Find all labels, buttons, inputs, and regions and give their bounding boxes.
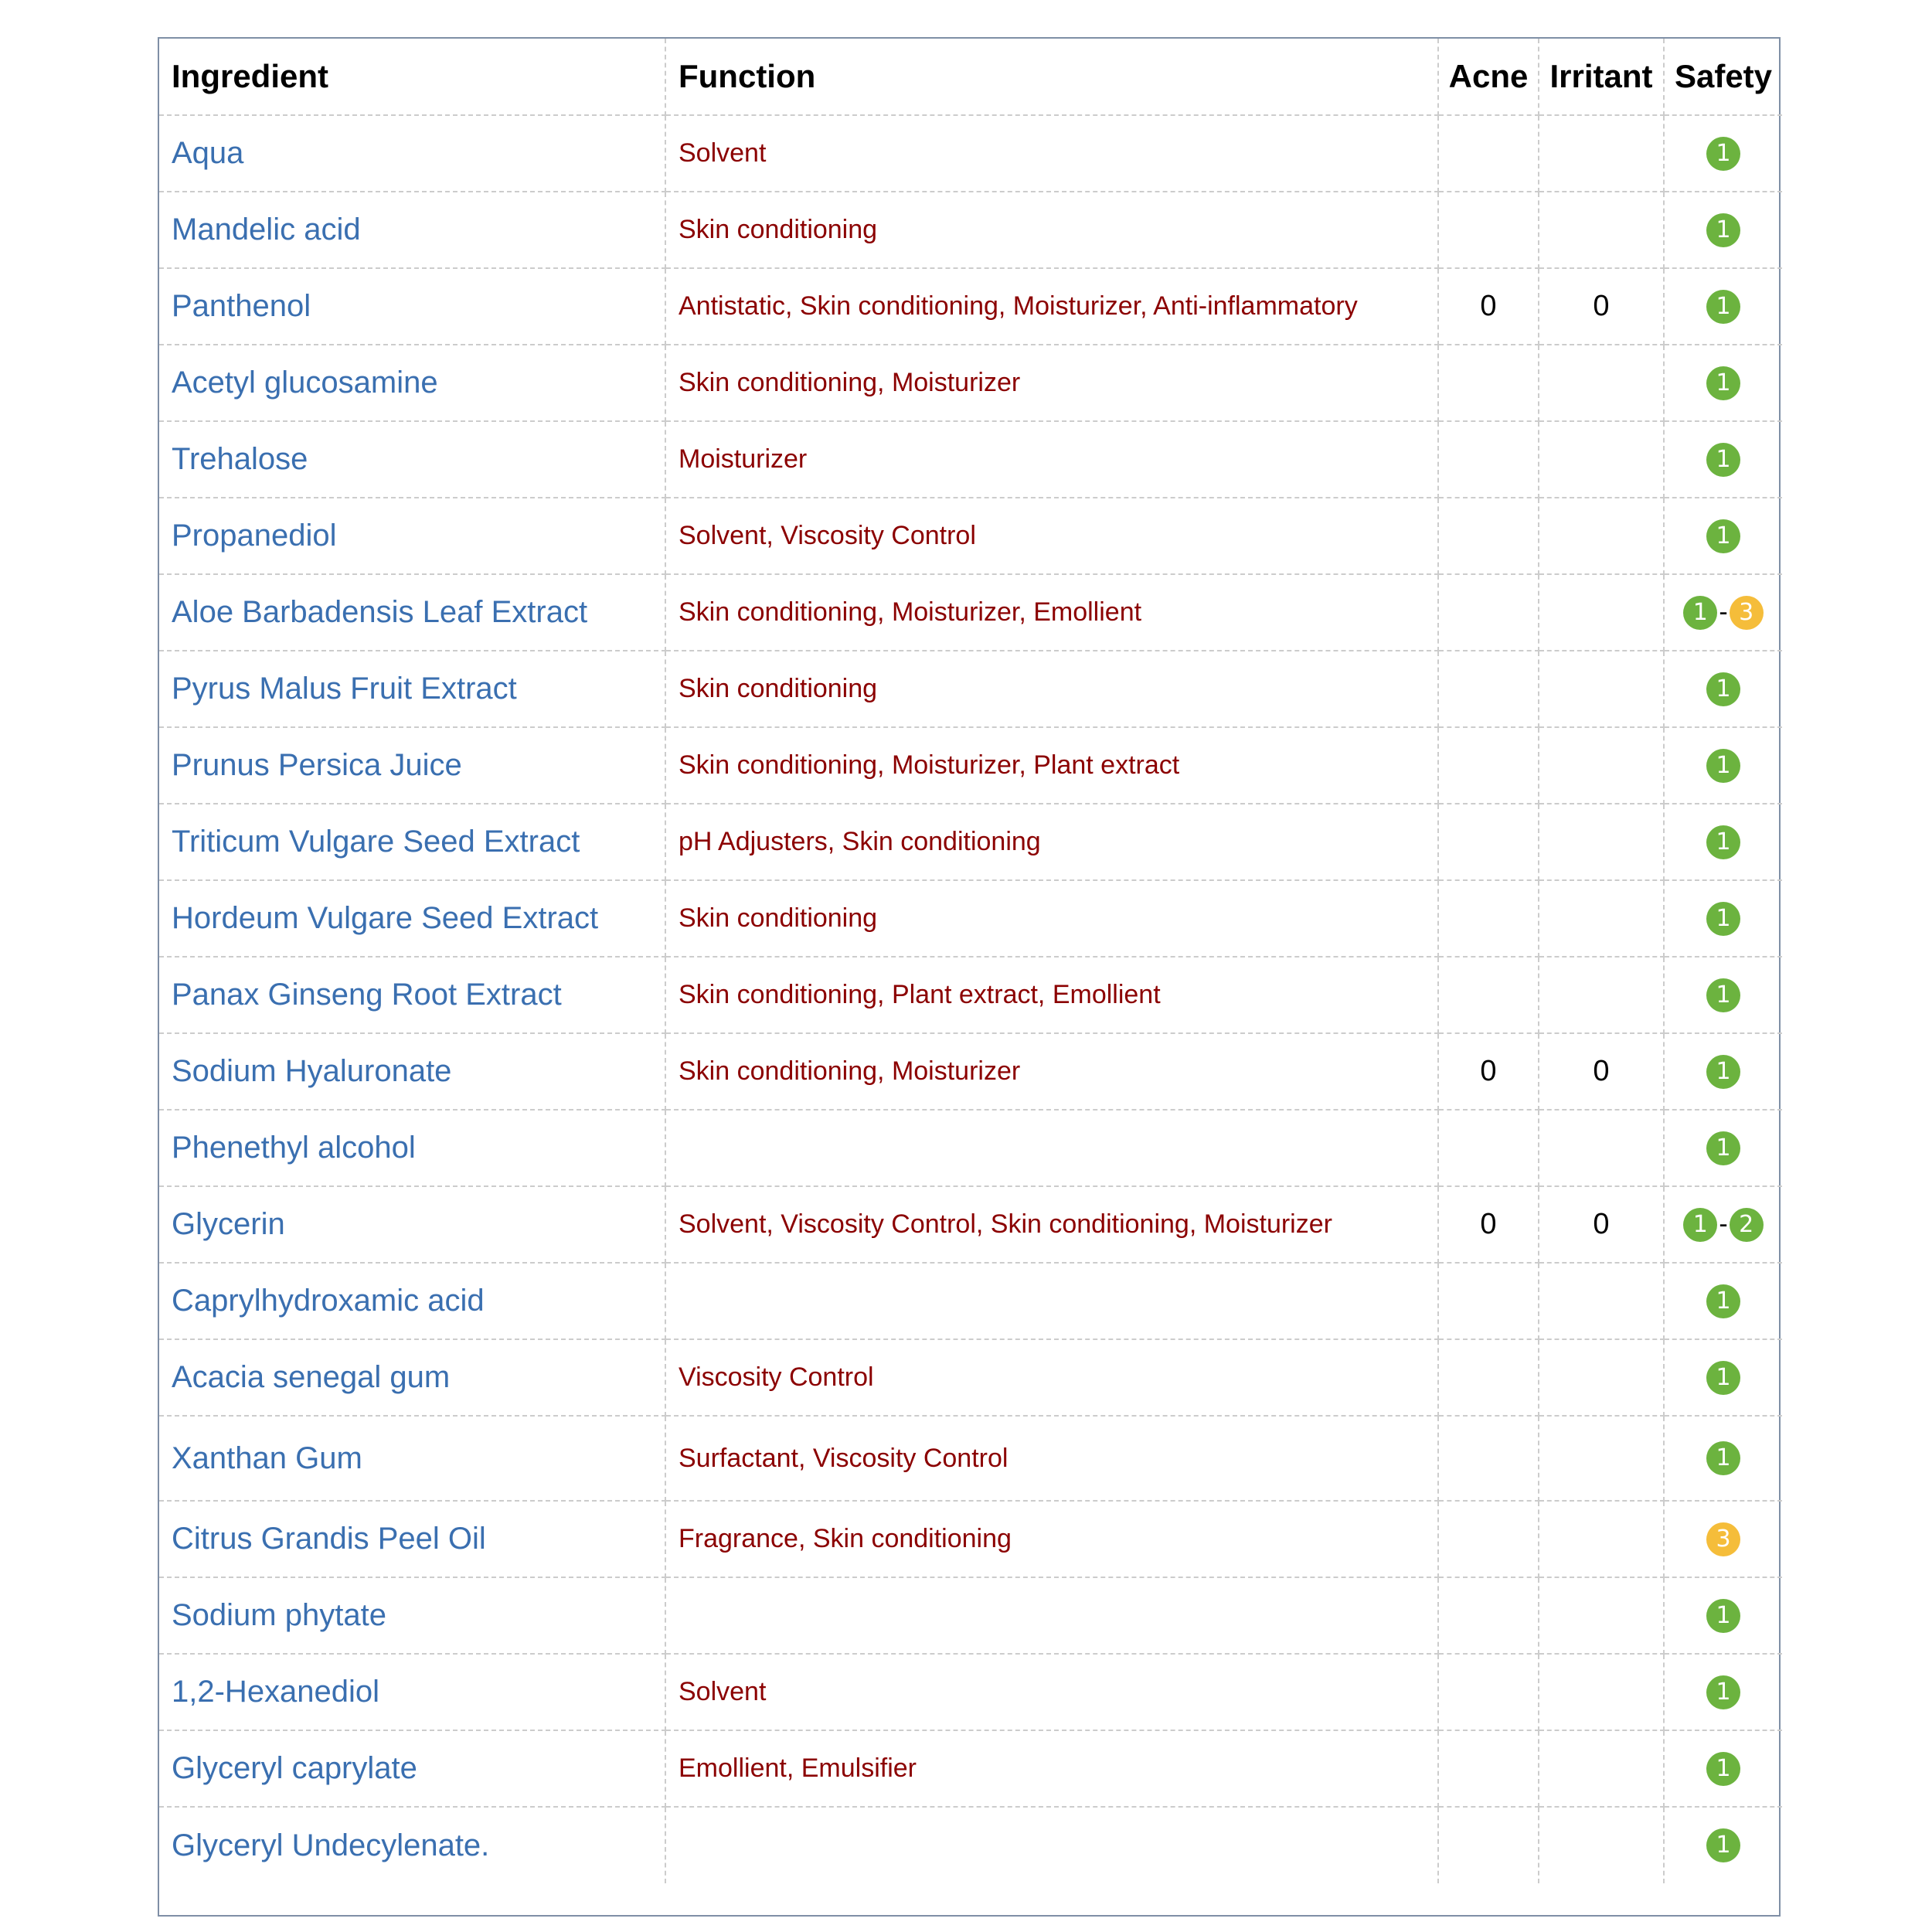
- safety-score-badge: 1: [1706, 1828, 1740, 1862]
- safety-score-badge: 1: [1706, 902, 1740, 936]
- safety-cell: [1664, 651, 1782, 727]
- function-cell: [665, 1110, 1438, 1186]
- safety-cell: [1664, 421, 1782, 498]
- acne-score: 0: [1438, 1033, 1539, 1110]
- acne-score: [1438, 1730, 1539, 1807]
- ingredient-link[interactable]: Citrus Grandis Peel Oil: [159, 1501, 665, 1577]
- irritant-score: [1539, 1807, 1664, 1883]
- table-row: [159, 1339, 1782, 1416]
- irritant-score: [1539, 345, 1664, 421]
- irritant-score: [1539, 421, 1664, 498]
- safety-score-badge: 1: [1706, 1055, 1740, 1089]
- acne-score: [1438, 804, 1539, 880]
- safety-cell: [1664, 1339, 1782, 1416]
- safety-score-badge: 2: [1730, 1208, 1764, 1242]
- table-body: [159, 115, 1782, 1883]
- safety-score-badge: 1: [1706, 1284, 1740, 1318]
- safety-score-badge: 1: [1706, 749, 1740, 783]
- table-row: [159, 115, 1782, 192]
- table-row: [159, 268, 1782, 345]
- irritant-score: [1539, 1730, 1664, 1807]
- table-row: [159, 1110, 1782, 1186]
- safety-score-badge: 1: [1706, 1675, 1740, 1709]
- table-row: [159, 957, 1782, 1033]
- safety-score-badge: 1: [1706, 1131, 1740, 1165]
- table-row: [159, 1654, 1782, 1730]
- ingredient-link[interactable]: Glycerin: [159, 1186, 665, 1263]
- ingredient-link[interactable]: Aqua: [159, 115, 665, 192]
- acne-score: [1438, 498, 1539, 574]
- acne-score: 0: [1438, 268, 1539, 345]
- table-row: [159, 1730, 1782, 1807]
- function-cell: Solvent, Viscosity Control, Skin conditioning, Moisturizer: [665, 1186, 1438, 1263]
- safety-score-badge: 1: [1683, 1208, 1717, 1242]
- ingredient-link[interactable]: Glyceryl caprylate: [159, 1730, 665, 1807]
- safety-cell: [1664, 1730, 1782, 1807]
- header-irritant[interactable]: Irritant: [1539, 39, 1664, 115]
- irritant-score: [1539, 574, 1664, 651]
- irritant-score: [1539, 1110, 1664, 1186]
- table-row: [159, 1416, 1782, 1501]
- safety-cell: [1664, 1186, 1782, 1263]
- function-cell: [665, 1807, 1438, 1883]
- irritant-score: [1539, 804, 1664, 880]
- safety-cell: [1664, 498, 1782, 574]
- ingredient-link[interactable]: Pyrus Malus Fruit Extract: [159, 651, 665, 727]
- table-row: [159, 880, 1782, 957]
- irritant-score: 0: [1539, 1033, 1664, 1110]
- irritant-score: [1539, 651, 1664, 727]
- table-row: [159, 804, 1782, 880]
- safety-cell: [1664, 804, 1782, 880]
- table-row: [159, 421, 1782, 498]
- ingredient-link[interactable]: Caprylhydroxamic acid: [159, 1263, 665, 1339]
- safety-cell: [1664, 574, 1782, 651]
- function-cell: [665, 1577, 1438, 1654]
- acne-score: [1438, 1577, 1539, 1654]
- irritant-score: [1539, 880, 1664, 957]
- function-cell: Skin conditioning, Moisturizer: [665, 345, 1438, 421]
- function-cell: Skin conditioning: [665, 651, 1438, 727]
- function-cell: Moisturizer: [665, 421, 1438, 498]
- safety-score-badge: 1: [1706, 137, 1740, 171]
- irritant-score: [1539, 957, 1664, 1033]
- irritant-score: [1539, 1654, 1664, 1730]
- acne-score: [1438, 192, 1539, 268]
- safety-score-badge: 1: [1706, 825, 1740, 859]
- ingredients-table: [159, 39, 1782, 1883]
- table-header-row: [159, 39, 1782, 115]
- table-row: [159, 1807, 1782, 1883]
- safety-cell: [1664, 1416, 1782, 1501]
- irritant-score: [1539, 1416, 1664, 1501]
- table-row: [159, 1577, 1782, 1654]
- acne-score: 0: [1438, 1186, 1539, 1263]
- safety-cell: [1664, 1577, 1782, 1654]
- ingredient-link[interactable]: Panax Ginseng Root Extract: [159, 957, 665, 1033]
- acne-score: [1438, 1807, 1539, 1883]
- function-cell: Emollient, Emulsifier: [665, 1730, 1438, 1807]
- ingredient-link[interactable]: Phenethyl alcohol: [159, 1110, 665, 1186]
- acne-score: [1438, 1110, 1539, 1186]
- table-row: [159, 192, 1782, 268]
- safety-score-badge: 1: [1706, 1752, 1740, 1786]
- irritant-score: [1539, 1263, 1664, 1339]
- ingredient-link[interactable]: Propanediol: [159, 498, 665, 574]
- table-row: [159, 1263, 1782, 1339]
- irritant-score: 0: [1539, 268, 1664, 345]
- safety-score-badge: 1: [1706, 978, 1740, 1012]
- function-cell: Fragrance, Skin conditioning: [665, 1501, 1438, 1577]
- ingredient-link[interactable]: Prunus Persica Juice: [159, 727, 665, 804]
- function-cell: pH Adjusters, Skin conditioning: [665, 804, 1438, 880]
- table-row: [159, 345, 1782, 421]
- function-cell: [665, 1263, 1438, 1339]
- irritant-score: [1539, 498, 1664, 574]
- safety-cell: [1664, 727, 1782, 804]
- safety-cell: [1664, 1501, 1782, 1577]
- acne-score: [1438, 1263, 1539, 1339]
- ingredient-link[interactable]: Mandelic acid: [159, 192, 665, 268]
- ingredient-link[interactable]: Glyceryl Undecylenate.: [159, 1807, 665, 1883]
- safety-score-badge: 1: [1706, 366, 1740, 400]
- safety-score-badge: 1: [1706, 290, 1740, 324]
- function-cell: Surfactant, Viscosity Control: [665, 1416, 1438, 1501]
- safety-score-badge: 3: [1730, 596, 1764, 630]
- function-cell: Solvent, Viscosity Control: [665, 498, 1438, 574]
- safety-score-badge: 1: [1683, 596, 1717, 630]
- safety-score-badge: 1: [1706, 672, 1740, 706]
- function-cell: Viscosity Control: [665, 1339, 1438, 1416]
- function-cell: Solvent: [665, 1654, 1438, 1730]
- ingredient-link[interactable]: Triticum Vulgare Seed Extract: [159, 804, 665, 880]
- table-row: [159, 1186, 1782, 1263]
- safety-score-badge: 1: [1706, 519, 1740, 553]
- ingredient-link[interactable]: Trehalose: [159, 421, 665, 498]
- safety-score-badge: 3: [1706, 1522, 1740, 1556]
- safety-cell: [1664, 1654, 1782, 1730]
- irritant-score: [1539, 1501, 1664, 1577]
- table-row: [159, 727, 1782, 804]
- safety-cell: [1664, 1033, 1782, 1110]
- acne-score: [1438, 727, 1539, 804]
- range-dash: -: [1719, 1209, 1728, 1239]
- function-cell: Skin conditioning: [665, 192, 1438, 268]
- ingredients-table-frame: [158, 37, 1781, 1917]
- irritant-score: [1539, 115, 1664, 192]
- function-cell: Skin conditioning: [665, 880, 1438, 957]
- acne-score: [1438, 574, 1539, 651]
- ingredient-link[interactable]: Sodium Hyaluronate: [159, 1033, 665, 1110]
- safety-cell: [1664, 1807, 1782, 1883]
- acne-score: [1438, 1339, 1539, 1416]
- acne-score: [1438, 880, 1539, 957]
- acne-score: [1438, 651, 1539, 727]
- safety-cell: [1664, 192, 1782, 268]
- safety-cell: [1664, 880, 1782, 957]
- header-function[interactable]: Function: [665, 39, 1438, 115]
- acne-score: [1438, 345, 1539, 421]
- table-row: [159, 1033, 1782, 1110]
- acne-score: [1438, 115, 1539, 192]
- function-cell: Skin conditioning, Plant extract, Emollient: [665, 957, 1438, 1033]
- safety-cell: [1664, 268, 1782, 345]
- safety-cell: [1664, 957, 1782, 1033]
- ingredient-link[interactable]: Panthenol: [159, 268, 665, 345]
- ingredient-link[interactable]: 1,2-Hexanediol: [159, 1654, 665, 1730]
- header-safety[interactable]: Safety: [1664, 39, 1782, 115]
- ingredient-link[interactable]: Hordeum Vulgare Seed Extract: [159, 880, 665, 957]
- ingredient-link[interactable]: Sodium phytate: [159, 1577, 665, 1654]
- acne-score: [1438, 1501, 1539, 1577]
- ingredient-link[interactable]: Acetyl glucosamine: [159, 345, 665, 421]
- header-acne[interactable]: Acne: [1438, 39, 1539, 115]
- table-row: [159, 1501, 1782, 1577]
- safety-cell: [1664, 1263, 1782, 1339]
- acne-score: [1438, 1654, 1539, 1730]
- table-row: [159, 651, 1782, 727]
- range-dash: -: [1719, 597, 1728, 627]
- irritant-score: 0: [1539, 1186, 1664, 1263]
- function-cell: Skin conditioning, Moisturizer, Plant extract: [665, 727, 1438, 804]
- ingredient-link[interactable]: Aloe Barbadensis Leaf Extract: [159, 574, 665, 651]
- irritant-score: [1539, 1577, 1664, 1654]
- function-cell: Skin conditioning, Moisturizer, Emollient: [665, 574, 1438, 651]
- acne-score: [1438, 1416, 1539, 1501]
- ingredient-link[interactable]: Xanthan Gum: [159, 1416, 665, 1501]
- safety-cell: [1664, 115, 1782, 192]
- safety-score-badge: 1: [1706, 213, 1740, 247]
- header-ingredient[interactable]: Ingredient: [159, 39, 665, 115]
- function-cell: Skin conditioning, Moisturizer: [665, 1033, 1438, 1110]
- irritant-score: [1539, 192, 1664, 268]
- safety-score-badge: 1: [1706, 1599, 1740, 1633]
- acne-score: [1438, 957, 1539, 1033]
- safety-score-badge: 1: [1706, 443, 1740, 477]
- irritant-score: [1539, 727, 1664, 804]
- irritant-score: [1539, 1339, 1664, 1416]
- table-row: [159, 498, 1782, 574]
- safety-score-badge: 1: [1706, 1361, 1740, 1395]
- safety-cell: [1664, 345, 1782, 421]
- table-row: [159, 574, 1782, 651]
- ingredient-link[interactable]: Acacia senegal gum: [159, 1339, 665, 1416]
- safety-cell: [1664, 1110, 1782, 1186]
- safety-score-badge: 1: [1706, 1441, 1740, 1475]
- function-cell: Solvent: [665, 115, 1438, 192]
- acne-score: [1438, 421, 1539, 498]
- function-cell: Antistatic, Skin conditioning, Moisturizer, Anti-inflammatory: [665, 268, 1438, 345]
